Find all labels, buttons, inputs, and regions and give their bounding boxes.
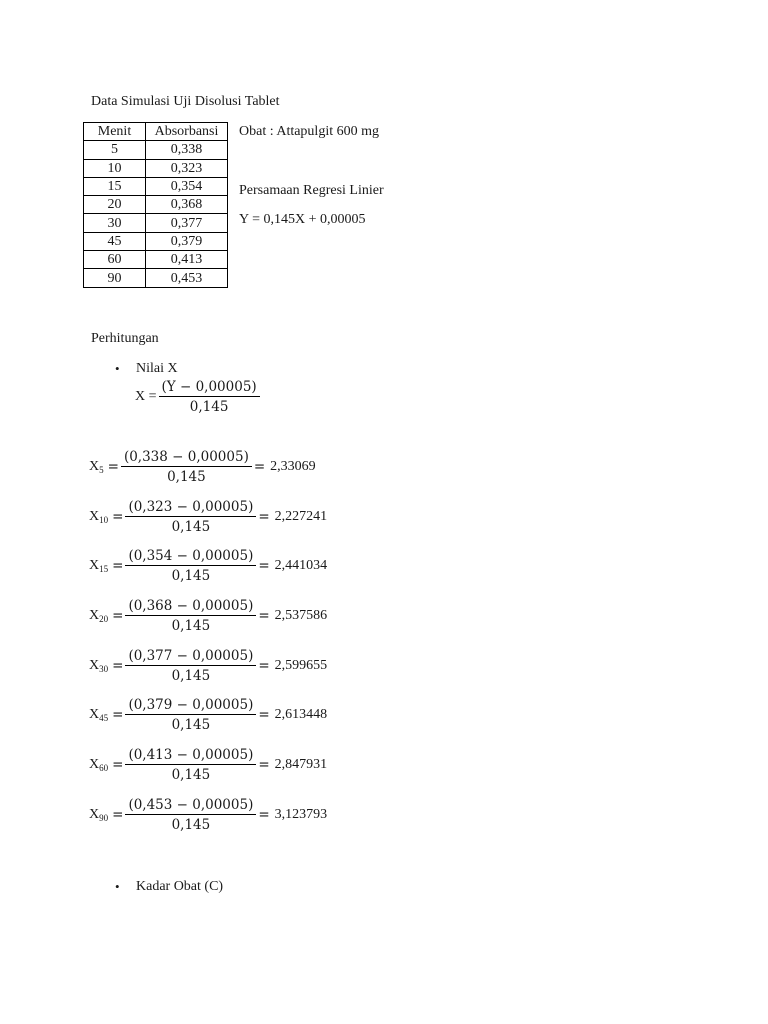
bullet-nilai-x: Nilai X [136, 361, 178, 376]
equals-sign: = [258, 509, 270, 525]
cell-menit: 5 [84, 141, 146, 159]
regresi-label: Persamaan Regresi Linier [239, 183, 384, 198]
equation-numerator: (0,354 − 0,00005) [125, 548, 256, 566]
equation-subscript: 5 [99, 465, 104, 475]
equation-numerator: (0,413 − 0,00005) [125, 747, 256, 765]
equation-denominator: 0,145 [171, 618, 211, 634]
equation-numerator: (0,323 − 0,00005) [125, 499, 256, 517]
table-row [84, 232, 228, 250]
equation-lhs: $X_{45}$ [89, 707, 109, 723]
equals-sign: = [112, 807, 124, 823]
equation-subscript: 20 [99, 614, 109, 624]
equation-row [89, 598, 327, 634]
cell-absorbansi: 0,368 [146, 196, 228, 214]
equation-lhs: $X_{10}$ [89, 509, 109, 525]
cell-menit: 20 [84, 196, 146, 214]
obat-label: Obat : Attapulgit 600 mg [239, 124, 379, 139]
equation-denominator: 0,145 [171, 668, 211, 684]
table-header-row [84, 123, 228, 141]
equation-fraction [125, 499, 256, 535]
equation-fraction [125, 797, 256, 833]
cell-menit: 15 [84, 177, 146, 195]
equation-result: 2,33069 [270, 459, 316, 474]
equation-denominator: 0,145 [171, 568, 211, 584]
table-row [84, 177, 228, 195]
bullet-icon: • [115, 879, 120, 894]
equation-subscript: 45 [99, 713, 109, 723]
equation-lhs: $X_{30}$ [89, 658, 109, 674]
equals-sign: = [258, 608, 270, 624]
equation-lhs: $X_{90}$ [89, 807, 109, 823]
table-row [84, 251, 228, 269]
cell-menit: 10 [84, 159, 146, 177]
equation-row [89, 797, 327, 833]
equals-sign: = [112, 757, 124, 773]
equation-subscript: 30 [99, 664, 109, 674]
equation-fraction [125, 598, 256, 634]
equation-row [89, 499, 327, 535]
equation-row [89, 648, 327, 684]
cell-absorbansi: 0,338 [146, 141, 228, 159]
equation-row [89, 697, 327, 733]
equation-result: 2,227241 [274, 509, 328, 524]
table-row [84, 141, 228, 159]
equals-sign: = [112, 707, 124, 723]
equals-sign: = [112, 509, 124, 525]
equation-result: 3,123793 [274, 807, 328, 822]
equation-fraction [125, 747, 256, 783]
equation-numerator: (0,379 − 0,00005) [125, 697, 256, 715]
table-row [84, 159, 228, 177]
cell-absorbansi: 0,323 [146, 159, 228, 177]
equation-denominator: 0,145 [171, 817, 211, 833]
regresi-equation: Y = 0,145X + 0,00005 [239, 212, 366, 227]
table-row [84, 214, 228, 232]
section-heading-perhitungan: Perhitungan [91, 331, 159, 346]
formula-numerator: (Y − 0,00005) [159, 379, 260, 397]
equation-numerator: (0,368 − 0,00005) [125, 598, 256, 616]
formula-lhs: X = [135, 389, 157, 404]
table-row [84, 196, 228, 214]
equation-result: 2,847931 [274, 757, 328, 772]
cell-menit: 90 [84, 269, 146, 287]
equation-numerator: (0,453 − 0,00005) [125, 797, 256, 815]
equals-sign: = [258, 807, 270, 823]
bullet-icon: • [115, 361, 120, 376]
equation-result: 2,613448 [274, 707, 328, 722]
equation-lhs: $X_{15}$ [89, 558, 109, 574]
equals-sign: = [258, 707, 270, 723]
equals-sign: = [258, 558, 270, 574]
equation-subscript: 10 [99, 515, 109, 525]
formula-denominator: 0,145 [189, 399, 229, 415]
equation-result: 2,441034 [274, 558, 328, 573]
equation-fraction [125, 648, 256, 684]
cell-absorbansi: 0,413 [146, 251, 228, 269]
equation-numerator: (0,338 − 0,00005) [121, 449, 252, 467]
cell-menit: 30 [84, 214, 146, 232]
cell-absorbansi: 0,354 [146, 177, 228, 195]
cell-absorbansi: 0,453 [146, 269, 228, 287]
equation-fraction [125, 548, 256, 584]
equals-sign: = [253, 459, 266, 475]
equation-denominator: 0,145 [171, 767, 211, 783]
general-formula [135, 379, 260, 415]
equation-denominator: 0,145 [171, 717, 211, 733]
equation-denominator: 0,145 [167, 469, 206, 485]
formula-fraction [159, 379, 260, 415]
column-header-menit: Menit [84, 123, 146, 141]
cell-absorbansi: 0,377 [146, 214, 228, 232]
equation-row [89, 449, 316, 485]
table-row [84, 269, 228, 287]
equals-sign: = [258, 658, 270, 674]
column-header-absorbansi: Absorbansi [146, 123, 228, 141]
dissolution-data-table [83, 122, 228, 288]
equation-lhs: $X_{20}$ [89, 608, 109, 624]
equals-sign: = [258, 757, 270, 773]
equation-lhs: $X_{60}$ [89, 757, 109, 773]
equation-row [89, 747, 327, 783]
equation-lhs: $X_5$ [89, 459, 104, 475]
cell-menit: 45 [84, 232, 146, 250]
equation-numerator: (0,377 − 0,00005) [125, 648, 256, 666]
equation-fraction [125, 697, 256, 733]
equation-row [89, 548, 327, 584]
equation-subscript: 60 [99, 763, 109, 773]
cell-menit: 60 [84, 251, 146, 269]
equation-fraction [121, 449, 252, 485]
equals-sign: = [112, 658, 124, 674]
equation-subscript: 15 [99, 564, 109, 574]
document-title: Data Simulasi Uji Disolusi Tablet [91, 94, 280, 109]
equals-sign: = [112, 558, 124, 574]
equals-sign: = [112, 608, 124, 624]
cell-absorbansi: 0,379 [146, 232, 228, 250]
bullet-kadar-obat: Kadar Obat (C) [136, 879, 224, 894]
equation-result: 2,599655 [274, 658, 328, 673]
equals-sign: = [107, 459, 119, 475]
equation-result: 2,537586 [274, 608, 328, 623]
equation-denominator: 0,145 [171, 519, 211, 535]
equation-subscript: 90 [99, 813, 109, 823]
